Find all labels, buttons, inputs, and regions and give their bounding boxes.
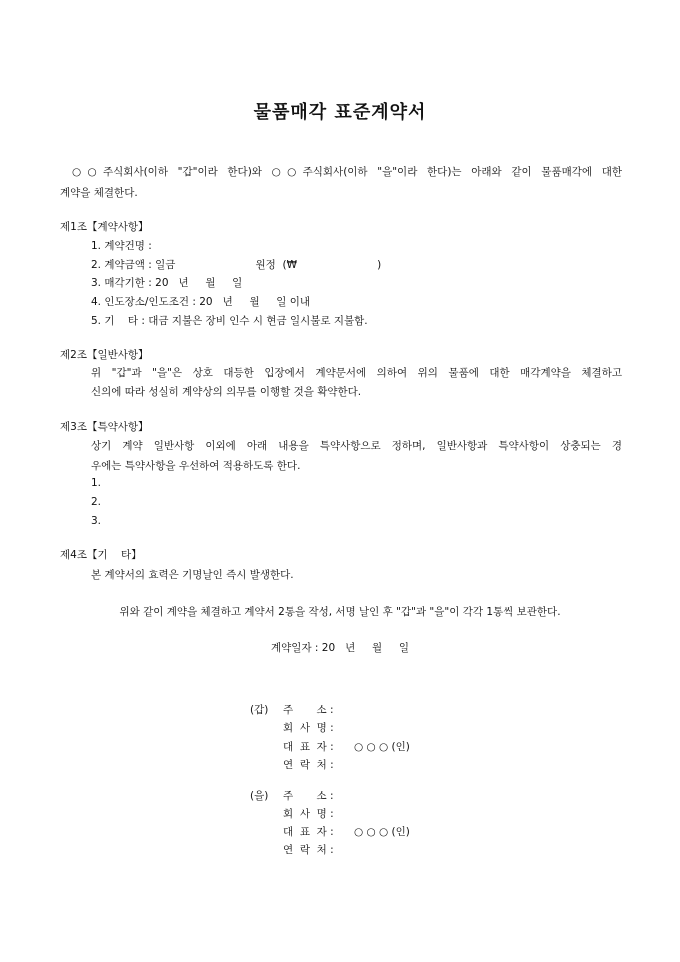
article3-heading: 제3조【특약사항】 <box>60 421 149 433</box>
article1-item: 4. 인도장소/인도조건 : 20 년 월 일 이내 <box>91 296 311 308</box>
article3-line-2: 우에는 특약사항을 우선하여 적용하도록 한다. <box>91 460 301 472</box>
closing-statement: 위와 같이 계약을 체결하고 계약서 2통을 작성, 서명 날인 후 "갑"과 "을"이 각각 1통씩 보관한다. <box>119 606 561 618</box>
article3-item: 1. <box>91 477 102 489</box>
article4-heading: 제4조【기 타】 <box>60 549 142 561</box>
article2-line-1: 위 "갑"과 "을"은 상호 대등한 입장에서 계약문서에 의하여 위의 물품에 대한 매각계약을 체결하고 <box>91 367 622 379</box>
article2-line-2: 신의에 따라 성실히 계약상의 의무를 이행할 것을 확약한다. <box>91 386 362 398</box>
party-a-contact: 연 락 처 : <box>283 759 334 771</box>
article3-item: 2. <box>91 496 102 508</box>
party-b-ceo-value: ○ ○ ○ (인) <box>354 826 410 838</box>
article3-line-1: 상기 계약 일반사항 이외에 아래 내용을 특약사항으로 정하며, 일반사항과 특약사항이 상충되는 경 <box>91 440 622 452</box>
intro-line-2: 계약을 체결한다. <box>60 187 138 199</box>
party-a-ceo-value: ○ ○ ○ (인) <box>354 741 410 753</box>
article1-heading: 제1조【계약사항】 <box>60 221 149 233</box>
party-a-address: 주 소 : <box>283 704 334 716</box>
contract-date: 계약일자 : 20 년 월 일 <box>271 642 409 654</box>
party-a-label: (갑) <box>250 704 269 716</box>
article1-item: 3. 매각기한 : 20 년 월 일 <box>91 277 243 289</box>
party-a-company: 회 사 명 : <box>283 722 334 734</box>
article1-item: 2. 계약금액 : 일금 원정 (₩ ) <box>91 259 382 271</box>
article3-item: 3. <box>91 515 102 527</box>
document-title: 물품매각 표준계약서 <box>253 102 427 123</box>
party-b-label: (을) <box>250 790 269 802</box>
party-b-company: 회 사 명 : <box>283 808 334 820</box>
article2-heading: 제2조【일반사항】 <box>60 349 149 361</box>
party-b-contact: 연 락 처 : <box>283 844 334 856</box>
party-b-ceo: 대 표 자 : <box>283 826 334 838</box>
party-b-address: 주 소 : <box>283 790 334 802</box>
article1-item: 5. 기 타 : 대금 지불은 장비 인수 시 현금 일시불로 지불함. <box>91 315 368 327</box>
article4-line-1: 본 계약서의 효력은 기명날인 즉시 발생한다. <box>91 569 294 581</box>
party-a-ceo: 대 표 자 : <box>283 741 334 753</box>
article1-item: 1. 계약건명 : <box>91 240 152 252</box>
intro-line-1: ○○주식회사(이하 "갑"이라 한다)와 ○○주식회사(이하 "을"이라 한다)는 아래와 같이 물품매각에 대한 <box>72 166 622 178</box>
